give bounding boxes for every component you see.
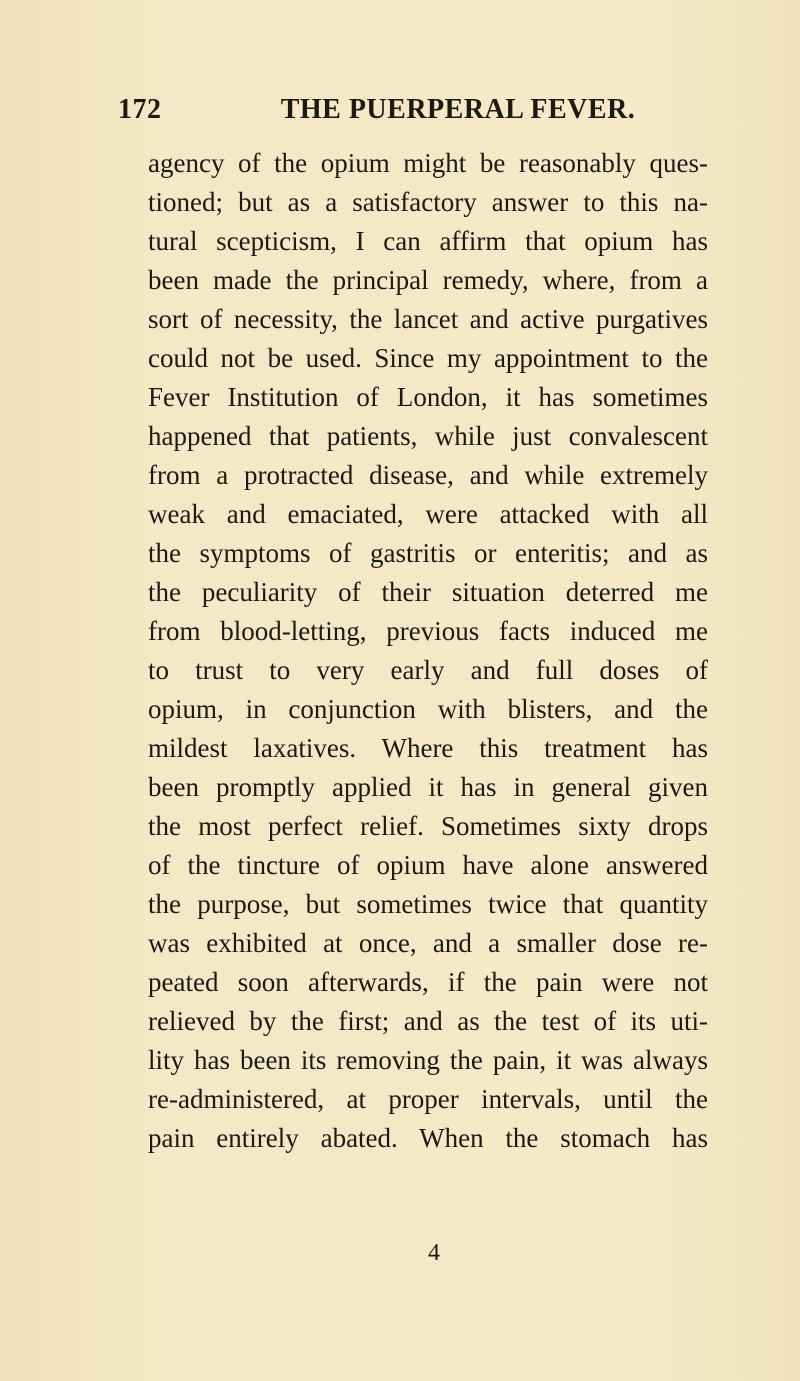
signature-mark: 4 [428,1240,440,1266]
text-line: the purpose, but sometimes twice that quantity [148,889,708,919]
text-line: to trust to very early and full doses of [148,655,708,685]
text-line: from a protracted disease, and while extremely [148,460,708,490]
text-line: of the tincture of opium have alone answered [148,850,708,880]
text-line: sort of necessity, the lancet and active purgatives [148,304,708,334]
text-line: been promptly applied it has in general given [148,772,708,802]
text-line: happened that patients, while just convalescent [148,421,708,451]
text-line: from blood-letting, previous facts induced me [148,616,708,646]
text-line: tural scepticism, I can affirm that opium has [148,226,708,256]
text-line: the peculiarity of their situation deterred me [148,577,708,607]
text-line: peated soon afterwards, if the pain were not [148,967,708,997]
page-number: 172 [118,94,162,125]
text-line: agency of the opium might be reasonably ques- [148,148,708,178]
text-line: re-administered, at proper intervals, until the [148,1084,708,1114]
text-line: opium, in conjunction with blisters, and the [148,694,708,724]
page-header [118,88,708,132]
text-line: the symptoms of gastritis or enteritis; and as [148,538,708,568]
text-line: Fever Institution of London, it has sometimes [148,382,708,412]
text-line: mildest laxatives. Where this treatment has [148,733,708,763]
text-line: tioned; but as a satisfactory answer to this na- [148,187,708,217]
body-text [148,144,708,1158]
text-line: the most perfect relief. Sometimes sixty drops [148,811,708,841]
text-line: relieved by the first; and as the test of its uti- [148,1006,708,1036]
text-line: was exhibited at once, and a smaller dose re- [148,928,708,958]
text-line: could not be used. Since my appointment to the [148,343,708,373]
text-line: weak and emaciated, were attacked with all [148,499,708,529]
text-line: been made the principal remedy, where, from a [148,265,708,295]
text-line: lity has been its removing the pain, it was always [148,1045,708,1075]
running-head: THE PUERPERAL FEVER. [280,94,636,125]
text-line: pain entirely abated. When the stomach has [148,1123,708,1153]
